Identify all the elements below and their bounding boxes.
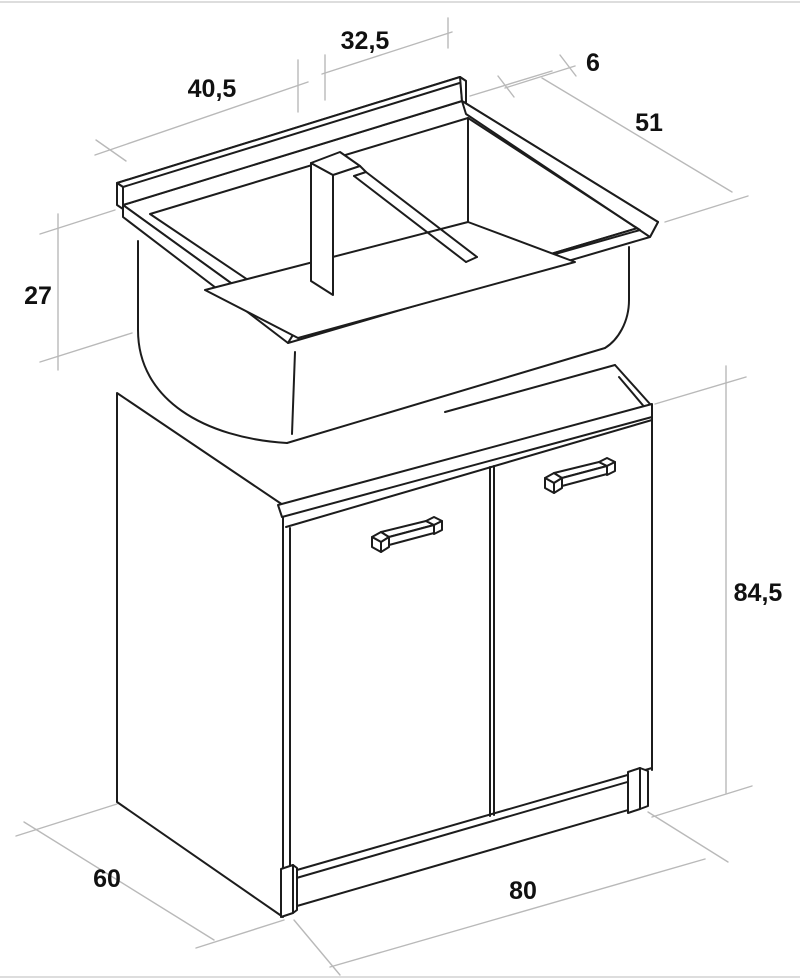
dim-label-40-5: 40,5 (187, 75, 237, 103)
dim-ext-60-top (16, 804, 117, 836)
leg-front-left-front-face (281, 865, 293, 917)
dim-ext-84-5-bottom (652, 786, 752, 817)
cabinet-top-right-edge (615, 365, 650, 404)
dim-ext-84-5-top (655, 377, 746, 404)
dim-label-60: 60 (93, 865, 121, 893)
dim-tick-40-5-left (96, 140, 126, 161)
door-handle-right (545, 458, 615, 493)
dim-label-80: 80 (509, 877, 537, 905)
dim-ext-60-bottom (196, 920, 284, 948)
cabinet-plinth-top-edge (293, 776, 648, 879)
leg-front-left-side-face (293, 865, 297, 913)
dim-label-6: 6 (586, 49, 600, 77)
leg-front-right-front-face (628, 768, 640, 813)
dim-label-32-5: 32,5 (340, 27, 390, 55)
leg-front-right-side-face (640, 768, 648, 809)
dim-line-6 (505, 66, 575, 88)
cabinet-leg-front-left (281, 865, 297, 917)
dim-ext-27-bottom (40, 333, 132, 362)
sink-drawing (117, 77, 658, 443)
dim-label-84-5: 84,5 (733, 579, 783, 607)
cabinet-drawing (117, 365, 652, 917)
door-handle-left (372, 517, 442, 552)
dim-ext-27-top (40, 210, 115, 234)
dim-label-27: 27 (24, 282, 52, 310)
dim-ext-80-right (648, 812, 728, 862)
cabinet-leg-front-right (628, 768, 648, 813)
sink-splash-left-end (117, 183, 123, 209)
dim-ext-80-left (294, 920, 340, 975)
dim-tick-6-right (560, 55, 576, 76)
dim-label-51: 51 (635, 109, 663, 137)
sink-splash-right-end (460, 77, 466, 103)
divider-front-face (311, 163, 333, 295)
dim-line-80 (330, 859, 705, 967)
dim-ext-51-bottom (665, 196, 748, 222)
cabinet-left-side-panel (117, 393, 283, 917)
